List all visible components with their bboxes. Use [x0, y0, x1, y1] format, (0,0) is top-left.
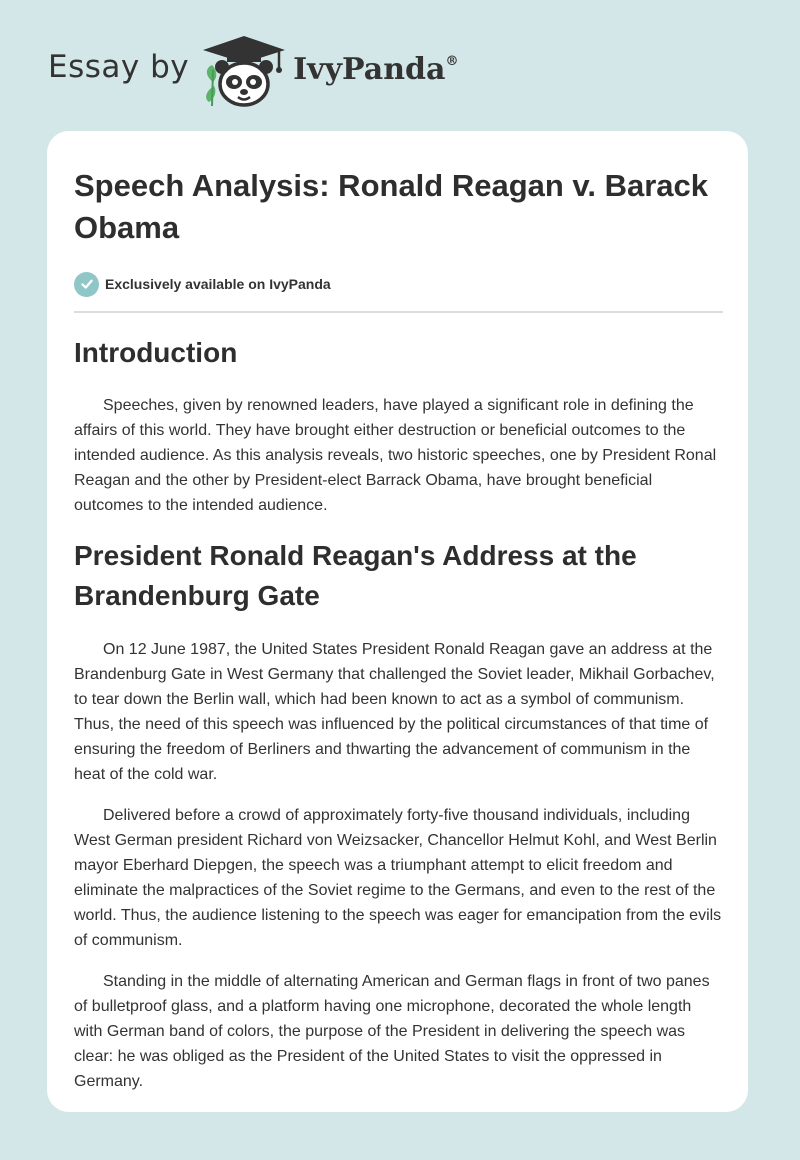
essay-content	[74, 165, 723, 1094]
exclusive-badge-label: Exclusively available on IvyPanda	[105, 276, 331, 292]
section-heading-reagan-address: President Ronald Reagan's Address at the Brandenburg Gate	[74, 540, 637, 611]
checkmark-icon	[74, 272, 99, 297]
essay-card	[47, 131, 748, 1112]
paragraph: Speeches, given by renowned leaders, have played a significant role in defining the affairs of this world. They have brought either destruction or beneficial outcomes to the intended audience. As this analysis reveals, two historic speeches, one by President Ronal Reagan and the other by President-elect Barrack Obama, have brought beneficial outcomes to the intended audience.	[74, 397, 717, 514]
panda-mascot-icon	[199, 30, 289, 110]
paragraph: On 12 June 1987, the United States President Ronald Reagan gave an address at the Brandenburg Gate in West Germany that challenged the Soviet leader, Mikhail Gorbachev, to tear down the Berlin wall, which had been known to act as a symbol of communism. Thus, the need of this speech was influenced by the political circumstances of that time of ensuring the freedom of Berliners and thwarting the advancement of communism in the heat of the cold war.	[74, 641, 715, 783]
section-heading-introduction: Introduction	[74, 337, 238, 368]
registered-mark: ®	[445, 53, 459, 69]
essay-title: Speech Analysis: Ronald Reagan v. Barack Obama	[74, 168, 709, 245]
site-header	[48, 30, 748, 110]
essay-by-label: Essay by	[48, 49, 190, 85]
brand-name: IvyPanda®	[293, 51, 459, 87]
paragraph: Standing in the middle of alternating American and German flags in front of two panes of bulletproof glass, and a platform having one microphone, decorated the whole length with German band of colors, the purpose of the President in delivering the speech was clear: he was obliged as the President of the United States to visit the oppressed in Germany.	[74, 973, 710, 1090]
divider	[74, 311, 723, 313]
exclusive-badge	[74, 271, 723, 297]
paragraph: Delivered before a crowd of approximately forty-five thousand individuals, including West German president Richard von Weizsacker, Chancellor Helmut Kohl, and West Berlin mayor Eberhard Diepgen, the speech was a triumphant attempt to elicit freedom and eliminate the malpractices of the Soviet regime to the Germans, and even to the rest of the world. Thus, the audience listening to the speech was eager for emancipation from the evils of communism.	[74, 807, 722, 949]
